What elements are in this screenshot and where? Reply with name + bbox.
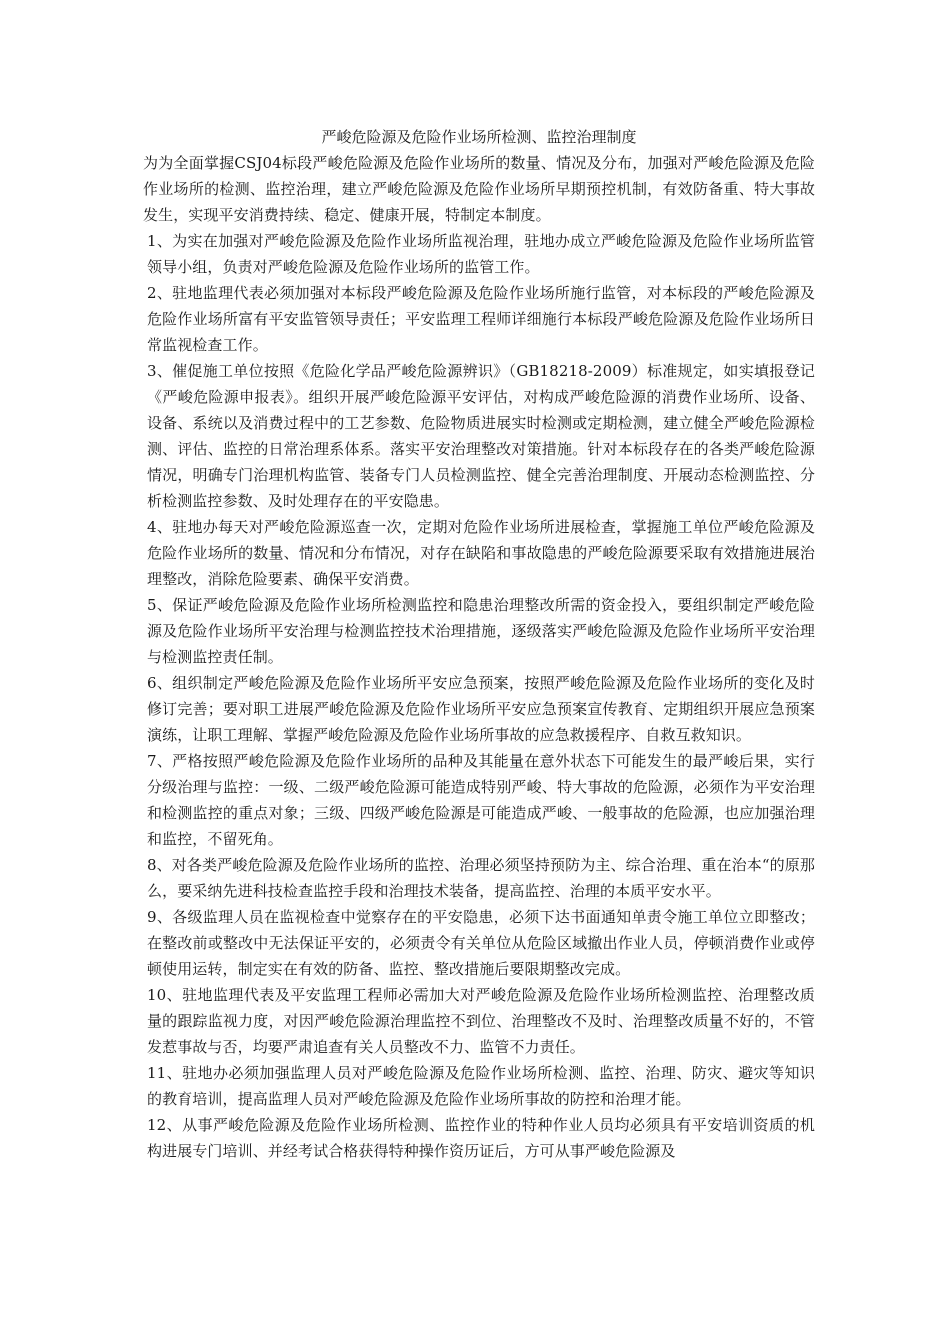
clause-4: 4、驻地办每天对严峻危险源巡查一次，定期对危险作业场所进展检查，掌握施工单位严峻危险源及危险作业场所的数量、情况和分布情况，对存在缺陷和事故隐患的严峻危险源要采取有效措施进展治理整改，消除危险要素、确保平安消费。 bbox=[147, 518, 815, 588]
clause-2: 2、驻地监理代表必须加强对本标段严峻危险源及危险作业场所施行监管，对本标段的严峻危险源及危险作业场所富有平安监管领导责任；平安监理工程师详细施行本标段严峻危险源及危险作业场所日常监视检查工作。 bbox=[147, 284, 815, 354]
clause-9: 9、各级监理人员在监视检查中觉察存在的平安隐患，必须下达书面通知单责令施工单位立即整改；在整改前或整改中无法保证平安的，必须责令有关单位从危险区域撤出作业人员，停顿消费作业或停顿使用运转，制定实在有效的防备、监控、整改措施后要限期整改完成。 bbox=[147, 908, 815, 978]
clause-1: 1、为实在加强对严峻危险源及危险作业场所监视治理，驻地办成立严峻危险源及危险作业场所监管领导小组，负责对严峻危险源及危险作业场所的监管工作。 bbox=[147, 232, 815, 276]
document-title: 严峻危险源及危险作业场所检测、监控治理制度 bbox=[321, 128, 637, 146]
clause-11: 11、驻地办必须加强监理人员对严峻危险源及危险作业场所检测、监控、治理、防灾、避灾等知识的教育培训，提高监理人员对严峻危险源及危险作业场所事故的防控和治理才能。 bbox=[147, 1064, 815, 1108]
clause-5: 5、保证严峻危险源及危险作业场所检测监控和隐患治理整改所需的资金投入，要组织制定严峻危险源及危险作业场所平安治理与检测监控技术治理措施，逐级落实严峻危险源及危险作业场所平安治理与检测监控责任制。 bbox=[147, 596, 815, 666]
clause-6: 6、组织制定严峻危险源及危险作业场所平安应急预案，按照严峻危险源及危险作业场所的变化及时修订完善；要对职工进展严峻危险源及危险作业场所平安应急预案宣传教育、定期组织开展应急预案演练，让职工理解、掌握严峻危险源及危险作业场所事故的应急救援程序、自救互救知识。 bbox=[147, 674, 815, 744]
document-page bbox=[143, 124, 815, 1164]
clause-8: 8、对各类严峻危险源及危险作业场所的监控、治理必须坚持预防为主、综合治理、重在治本“的原那么，要采纳先进科技检查监控手段和治理技术装备，提高监控、治理的本质平安水平。 bbox=[147, 856, 815, 900]
clause-10: 10、驻地监理代表及平安监理工程师必需加大对严峻危险源及危险作业场所检测监控、治理整改质量的跟踪监视力度，对因严峻危险源治理监控不到位、治理整改不及时、治理整改质量不好的，不管发惹事故与否，均要严肃追查有关人员整改不力、监管不力责任。 bbox=[147, 986, 815, 1056]
clause-7: 7、严格按照严峻危险源及危险作业场所的品种及其能量在意外状态下可能发生的最严峻后果，实行分级治理与监控：一级、二级严峻危险源可能造成特别严峻、特大事故的危险源，必须作为平安治理和检测监控的重点对象；三级、四级严峻危险源是可能造成严峻、一般事故的危险源，也应加强治理和监控，不留死角。 bbox=[147, 752, 815, 848]
clause-12: 12、从事严峻危险源及危险作业场所检测、监控作业的特种作业人员均必须具有平安培训资质的机构进展专门培训、并经考试合格获得特种操作资历证后，方可从事严峻危险源及 bbox=[147, 1116, 815, 1160]
clause-3: 3、催促施工单位按照《危险化学品严峻危险源辨识》（GB18218-2009）标准规定，如实填报登记《严峻危险源申报表》。组织开展严峻危险源平安评估，对构成严峻危险源的消费作业场所、设备、设备、系统以及消费过程中的工艺参数、危险物质进展实时检测或定期检测，建立健全严峻危险源检测、评估、监控的日常治理系体系。落实平安治理整改对策措施。针对本标段存在的各类严峻危险源情况，明确专门治理机构监管、装备专门人员检测监控、健全完善治理制度、开展动态检测监控、分析检测监控参数、及时处理存在的平安隐患。 bbox=[147, 362, 815, 510]
intro-paragraph: 为为全面掌握CSJ04标段严峻危险源及危险作业场所的数量、情况及分布，加强对严峻危险源及危险作业场所的检测、监控治理，建立严峻危险源及危险作业场所早期预控机制，有效防备重、特大事故发生，实现平安消费持续、稳定、健康开展，特制定本制度。 bbox=[143, 154, 815, 224]
